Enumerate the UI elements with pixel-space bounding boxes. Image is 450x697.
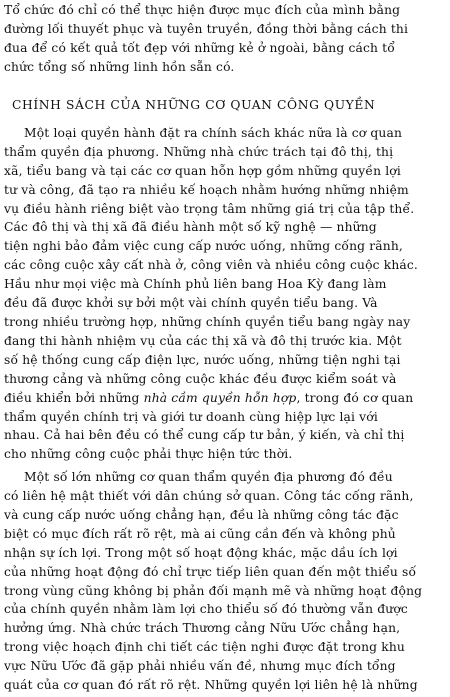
paragraph-1-line: thương cảng và những công cuộc khác đều được kiểm soát và <box>4 371 397 386</box>
paragraph-1-line: nhau. Cả hai bên đều có thể cung cấp tư bản, ý kiến, và chỉ thị <box>4 428 405 443</box>
paragraph-1-line: tiện nghi bảo đảm việc cung cấp nước uống, những cống rãnh, <box>4 239 403 254</box>
intro-line: đua để có kết quả tốt đẹp với những kẻ ở ngoài, bằng cách tổ <box>4 40 395 55</box>
section-heading: CHÍNH SÁCH CỦA NHỮNG CƠ QUAN CÔNG QUYỀN <box>12 97 376 112</box>
paragraph-2-line: Một số lớn những cơ quan thẩm quyền địa phương đó đều <box>24 470 393 484</box>
paragraph-1-line: Hầu như mọi việc mà Chính phủ liên bang Hoa Kỳ đang làm <box>4 277 387 292</box>
paragraph-2-line: quát của cơ quan đó rất rõ rệt. Những quyền lợi liên hệ là những <box>4 678 418 692</box>
paragraph-2-line: hưởng ứng. Nhà chức trách Thương cảng Nữu Ước chẳng hạn, <box>4 621 401 636</box>
paragraph-1-line: đều đã được khởi sự bởi một vài chính quyền tiểu bang. Và <box>4 296 378 311</box>
paragraph-2-line: có liên hệ mật thiết với dân chúng sở quan. Công tác cống rãnh, <box>4 488 414 503</box>
paragraph-1-line: thẩm quyền chính trị và giới tư doanh cùng hiệp lực lại với <box>4 409 378 424</box>
italic-term: nhà cầm quyền hỗn hợp <box>143 390 297 405</box>
paragraph-1-line: số hệ thống cung cấp điện lực, nước uống, những tiện nghi tại <box>4 352 401 367</box>
paragraph-2-line: và cung cấp nước uống chẳng hạn, đều là những công tác đặc <box>4 507 399 522</box>
paragraph-1-line: xã, tiểu bang và tại các cơ quan hỗn hợp gồm những quyền lợi <box>4 163 401 178</box>
intro-line: đường lối thuyết phục và tuyên truyền, đồng thời bằng cách thi <box>4 21 409 36</box>
intro-line: Tổ chức đó chỉ có thể thực hiện được mục đích của mình bằng <box>4 3 401 17</box>
paragraph-1-line: trong nhiều trường hợp, những chính quyền tiểu bang ngày nay <box>4 315 411 329</box>
paragraph-1-line: tư và công, đã tạo ra nhiều kế hoạch nhằm hướng những nhiệm <box>4 182 409 197</box>
text-run: , trong đó cơ quan <box>296 390 414 405</box>
paragraph-2-line: nhận sự ích lợi. Trong một số hoạt động khác, mặc dầu ích lợi <box>4 545 398 560</box>
paragraph-2-line: của chính quyền nhằm làm lợi cho thiểu số đó thường vẫn được <box>4 602 408 617</box>
paragraph-2-line: của những hoạt động đó chỉ trực tiếp liên quan đến một thiểu số <box>4 564 417 579</box>
paragraph-1-line: cho những công cuộc phải thực hiện tức thời. <box>4 447 293 462</box>
paragraph-1-line: thẩm quyền địa phương. Những nhà chức trách tại đô thị, thị <box>4 144 394 159</box>
paragraph-2-line: vực Nữu Ước đã gặp phải nhiều vấn đề, nhưng mục đích tổng <box>4 659 396 674</box>
paragraph-1-line: đang thi hành nhiệm vụ của các thị xã và đô thị trước kia. Một <box>4 333 402 348</box>
paragraph-1-line: vụ điều hành riêng biệt vào trọng tâm những giá trị của tập thể. <box>4 201 415 216</box>
paragraph-1-line: Các đô thị và thị xã đã điều hành một số kỹ nghệ — những <box>4 220 377 235</box>
paragraph-2-line: trong việc hoạch định chi tiết các tiện nghi được đặt trong khu <box>4 640 405 655</box>
paragraph-2-line: trong vùng cũng không bị phản đối mạnh mẽ và những hoạt động <box>4 583 423 598</box>
paragraph-2-line: biệt có mục đích rất rõ rệt, mà ai cũng cần đến và không phủ <box>4 526 396 541</box>
paragraph-1-line: các công cuộc xây cất nhà ở, công viên và nhiều công cuộc khác. <box>4 258 418 273</box>
intro-line: chức tổng số những linh hồn sẵn có. <box>4 59 235 74</box>
paragraph-1-line-with-italic <box>4 388 450 408</box>
text-run: điều khiển bởi những <box>4 390 144 405</box>
paragraph-1-line: Một loại quyền hành đặt ra chính sách khác nữa là cơ quan <box>24 125 403 140</box>
